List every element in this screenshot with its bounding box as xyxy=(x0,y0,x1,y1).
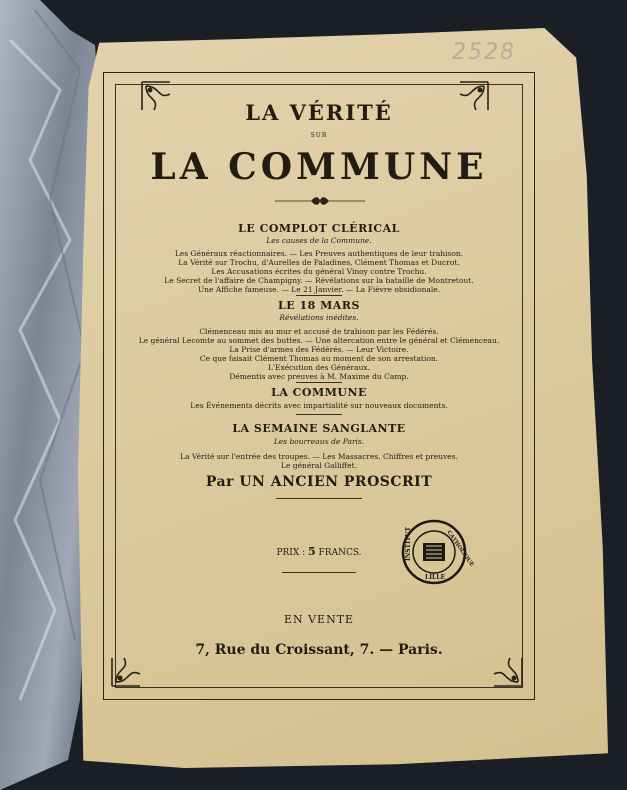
title-line-1: LA VÉRITÉ xyxy=(245,100,393,125)
price-label: PRIX : xyxy=(276,548,306,558)
section-heading-commune: LA COMMUNE xyxy=(271,386,367,399)
stamp-text-right: CATHOLIQUE xyxy=(445,529,475,569)
section-line: Les Événements décrits avec impartialité sur nouveaux documents. xyxy=(190,401,448,410)
section-divider xyxy=(296,295,342,296)
section-line: Démentis avec preuves à M. Maxime du Camp. xyxy=(229,372,409,381)
library-stamp xyxy=(401,519,475,585)
section-line: Les Généraux réactionnaires. — Les Preuves authentiques de leur trahison. xyxy=(174,249,464,258)
section-subtitle-semaine-sanglante: Les bourreaux de Paris. xyxy=(273,437,365,446)
stamp-text-bottom: LILLE xyxy=(425,574,446,581)
handwritten-number: 2528 xyxy=(452,40,516,65)
section-divider xyxy=(296,382,342,383)
section-line: L'Exécution des Généraux. xyxy=(267,363,371,372)
title-fleuron xyxy=(275,196,365,206)
section-heading-semaine-sanglante: LA SEMAINE SANGLANTE xyxy=(232,422,406,435)
stamp-text-top: INSTITUT xyxy=(405,526,412,561)
price-divider xyxy=(282,572,356,573)
price-amount: 5 xyxy=(308,545,316,558)
section-line: Clémenceau mis au mur et accusé de trahison par les Fédérés. xyxy=(199,327,439,336)
section-line: Une Affiche fameuse. — Le 21 Janvier. — La Fièvre obsidionale. xyxy=(197,285,441,294)
section-line: Le Secret de l'affaire de Champigny. — Révélations sur la bataille de Montretout. xyxy=(164,276,474,285)
section-heading-18-mars: LE 18 MARS xyxy=(278,299,360,312)
section-line: Ce que faisait Clément Thomas au moment de son arrestation. xyxy=(199,354,439,363)
title-line-2: LA COMMUNE xyxy=(150,146,488,188)
author-line: Par UN ANCIEN PROSCRIT xyxy=(205,474,433,490)
author-divider xyxy=(276,498,362,499)
section-divider xyxy=(296,414,342,415)
section-line: Le général Lecomte au sommet des buttes. — Une altercation entre le général et Clémenceau. xyxy=(138,336,500,345)
section-subtitle-complot: Les causes de la Commune. xyxy=(266,236,372,245)
section-line: Le général Galliffet. xyxy=(281,461,357,470)
address-line: 7, Rue du Croissant, 7. — Paris. xyxy=(195,642,443,658)
title-sur: SUR xyxy=(310,132,328,139)
section-line: La Vérité sur Trochu, d'Aurelles de Paladines, Clément Thomas et Ducrot. xyxy=(178,258,460,267)
section-heading-complot: LE COMPLOT CLÉRICAL xyxy=(238,222,400,235)
section-subtitle-18-mars: Révélations inédites. xyxy=(279,313,359,322)
section-line: La Prise d'armes des Fédérés. — Leur Victoire. xyxy=(229,345,409,354)
sale-label: EN VENTE xyxy=(283,613,355,626)
price-unit: FRANCS. xyxy=(318,548,362,558)
section-line: La Vérité sur l'entrée des troupes. — Les Massacres. Chiffres et preuves. xyxy=(180,452,458,461)
section-line: Les Accusations écrites du général Vinoy contre Trochu. xyxy=(211,267,427,276)
